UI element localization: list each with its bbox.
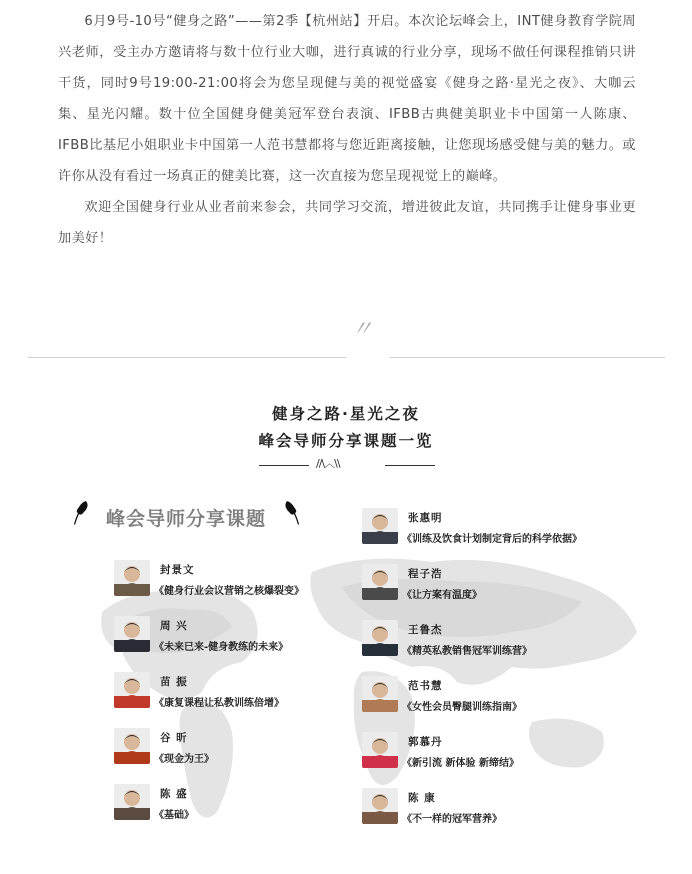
speaker-photo [362,620,398,656]
feather-icon-right [283,500,301,526]
speaker-photo [362,508,398,544]
speaker-card [362,620,632,660]
speaker-name: 苗 振 [160,676,188,688]
speaker-card [362,508,632,548]
speaker-card [362,788,632,828]
speaker-photo [362,788,398,824]
speaker-poster [62,492,664,836]
speaker-topic: 《新引流 新体验 新缔结》 [402,758,519,769]
speaker-photo [114,560,150,596]
speaker-topic: 《康复课程让私教训练倍增》 [154,698,284,709]
feather-icon-left [72,500,90,526]
speaker-name: 王鲁杰 [408,624,443,636]
divider-line-right [390,357,665,358]
speaker-name: 谷 昕 [160,732,188,744]
speaker-topic: 《不一样的冠军营养》 [402,814,502,825]
article-body [58,6,636,254]
speaker-card [362,732,632,772]
speaker-card [114,784,384,824]
speaker-photo [114,616,150,652]
speaker-topic: 《训练及饮食计划制定背后的科学依据》 [402,534,582,545]
speaker-card [362,564,632,604]
speaker-topic: 《基础》 [154,810,194,821]
quote-mark-icon: 〃 [351,317,374,342]
speaker-name: 陈 盛 [160,788,188,800]
speaker-card [114,728,384,768]
speaker-topic: 《让方案有温度》 [402,590,482,601]
speaker-photo [114,728,150,764]
speaker-topic: 《女性会员臀腿训练指南》 [402,702,522,713]
speaker-card [114,616,384,656]
article-paragraph-2: 欢迎全国健身行业从业者前来参会，共同学习交流，增进彼此友谊，共同携手让健身事业更加美好！ [58,200,636,246]
speaker-name: 封景文 [160,564,195,576]
speaker-name: 周 兴 [160,620,188,632]
speaker-topic: 《现金为王》 [154,754,214,765]
speaker-photo [114,784,150,820]
speaker-name: 陈 康 [408,792,436,804]
speaker-card [114,672,384,712]
section-title-line-1: 健身之路·星光之夜 [272,405,420,423]
section-title-line-2: 峰会导师分享课题一览 [258,432,434,450]
speaker-name: 张惠明 [408,512,443,524]
speaker-topic: 《未来已来-健身教练的未来》 [154,642,289,653]
speaker-name: 程子浩 [408,568,443,580]
speaker-name: 范书慧 [408,680,443,692]
speaker-card [114,560,384,600]
speaker-topic: 《健身行业会议营销之核爆裂变》 [154,586,304,597]
speaker-photo [362,732,398,768]
speaker-topic: 《精英私教销售冠军训练营》 [402,646,532,657]
speaker-name: 郭慕丹 [408,736,443,748]
poster-title: 峰会导师分享课题 [106,508,267,530]
divider-line-left [28,357,346,358]
article-paragraph-1: 6月9号-10号“健身之路”——第2季【杭州站】开启。本次论坛峰会上，INT健身教育学院周兴老师，受主办方邀请将与数十位行业大咖，进行真诚的行业分享，现场不做任何课程推销只讲干货，同时9号19:00-21:00将会为您呈现健与美的视觉盛宴《健身之路·星光之夜》、大咖云集、星光闪耀。数十位全国健身健美冠军登台表演、IFBB古典健美职业卡中国第一人陈康、IFBB比基尼小姐职业卡中国第一人范书慧都将与您近距离接触，让您现场感受健与美的魅力。或许你从没有看过一场真正的健美比赛，这一次直接为您呈现视觉上的巅峰。 [58,14,636,184]
ornament-line-left [259,465,309,466]
speaker-photo [114,672,150,708]
ornament-line-right [385,465,435,466]
speaker-photo [362,676,398,712]
speaker-photo [362,564,398,600]
speaker-card [362,676,632,716]
ornament-mountain-icon: //\︿\\ [316,457,340,470]
